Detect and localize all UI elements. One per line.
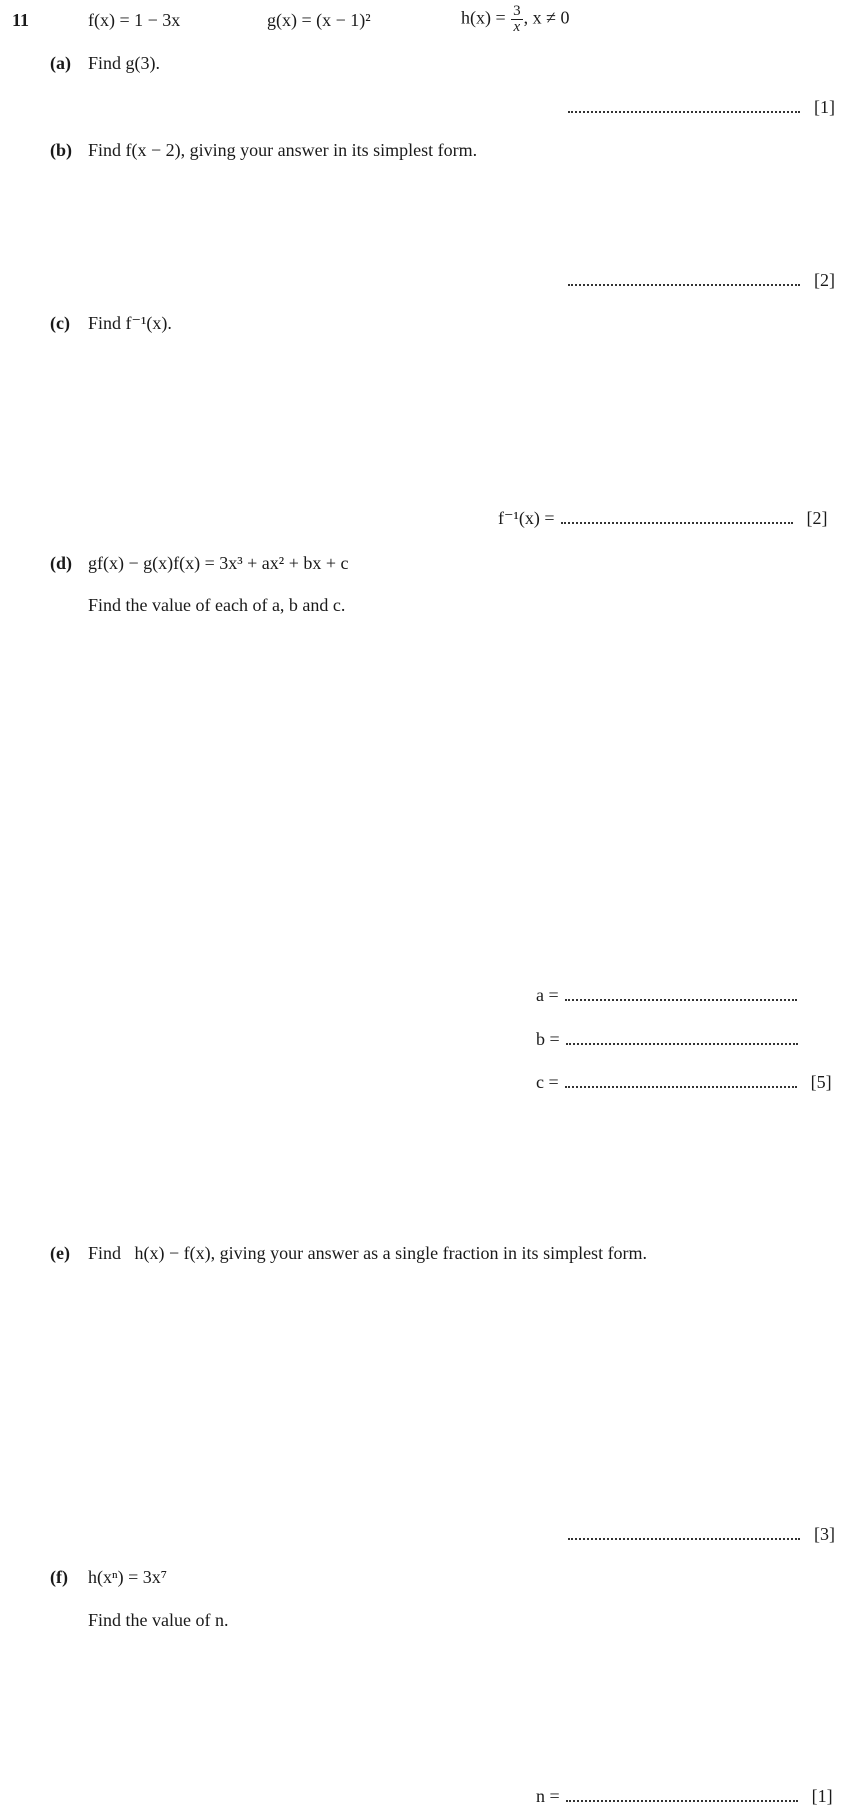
h-prefix: h(x) = bbox=[461, 7, 506, 28]
h-denominator: x bbox=[513, 19, 521, 35]
answer-b-label: b = bbox=[536, 1029, 560, 1049]
answer-dots[interactable] bbox=[568, 97, 800, 113]
answer-dots[interactable] bbox=[561, 508, 793, 524]
part-d-answer-c[interactable] bbox=[536, 1071, 832, 1093]
answer-dots[interactable] bbox=[566, 1786, 798, 1802]
part-e-answer-line[interactable] bbox=[562, 1523, 835, 1545]
part-b-label: (b) bbox=[50, 140, 72, 160]
part-c-label: (c) bbox=[50, 313, 70, 333]
h-numerator: 3 bbox=[513, 3, 521, 19]
answer-dots[interactable] bbox=[566, 1029, 798, 1045]
answer-dots[interactable] bbox=[568, 1524, 800, 1540]
h-fraction bbox=[511, 4, 523, 35]
part-f-answer-line[interactable] bbox=[536, 1785, 833, 1807]
part-d-expression: gf(x) − g(x)f(x) = 3x³ + ax² + bx + c bbox=[88, 553, 349, 573]
h-suffix: , x ≠ 0 bbox=[523, 7, 570, 28]
part-f-answer-label: n = bbox=[536, 1786, 560, 1806]
part-d-text: Find the value of each of a, b and c. bbox=[88, 595, 346, 615]
part-d-label: (d) bbox=[50, 553, 72, 573]
g-definition: g(x) = (x − 1)² bbox=[267, 10, 371, 30]
answer-dots[interactable] bbox=[568, 270, 800, 286]
part-d-mark: [5] bbox=[810, 1072, 832, 1092]
part-c-answer-line[interactable] bbox=[498, 507, 828, 529]
part-e-mark: [3] bbox=[814, 1524, 835, 1544]
part-a-mark: [1] bbox=[814, 97, 835, 117]
part-e-text: Find h(x) − f(x), giving your answer as a single fraction in its simplest form. bbox=[88, 1243, 648, 1263]
part-b-mark: [2] bbox=[814, 270, 835, 290]
part-e-label: (e) bbox=[50, 1243, 70, 1263]
part-c-mark: [2] bbox=[806, 508, 828, 528]
part-a-label: (a) bbox=[50, 53, 71, 73]
part-f-text: Find the value of n. bbox=[88, 1610, 229, 1630]
part-d-answer-b[interactable] bbox=[536, 1028, 798, 1050]
question-number: 11 bbox=[12, 10, 30, 30]
part-b-answer-line[interactable] bbox=[562, 269, 835, 291]
part-b-text: Find f(x − 2), giving your answer in its simplest form. bbox=[88, 140, 478, 160]
part-f-mark: [1] bbox=[811, 1786, 833, 1806]
f-definition: f(x) = 1 − 3x bbox=[88, 10, 181, 30]
part-f-expression: h(xⁿ) = 3x⁷ bbox=[88, 1567, 168, 1587]
answer-dots[interactable] bbox=[565, 985, 797, 1001]
answer-dots[interactable] bbox=[565, 1072, 797, 1088]
part-c-answer-label: f⁻¹(x) = bbox=[498, 508, 555, 528]
answer-c-label: c = bbox=[536, 1072, 559, 1092]
part-a-text: Find g(3). bbox=[88, 53, 160, 73]
part-f-label: (f) bbox=[50, 1567, 68, 1587]
part-a-answer-line[interactable] bbox=[562, 96, 835, 118]
h-definition bbox=[461, 4, 570, 35]
answer-a-label: a = bbox=[536, 985, 559, 1005]
part-d-answer-a[interactable] bbox=[536, 984, 797, 1006]
part-c-text: Find f⁻¹(x). bbox=[88, 313, 172, 333]
